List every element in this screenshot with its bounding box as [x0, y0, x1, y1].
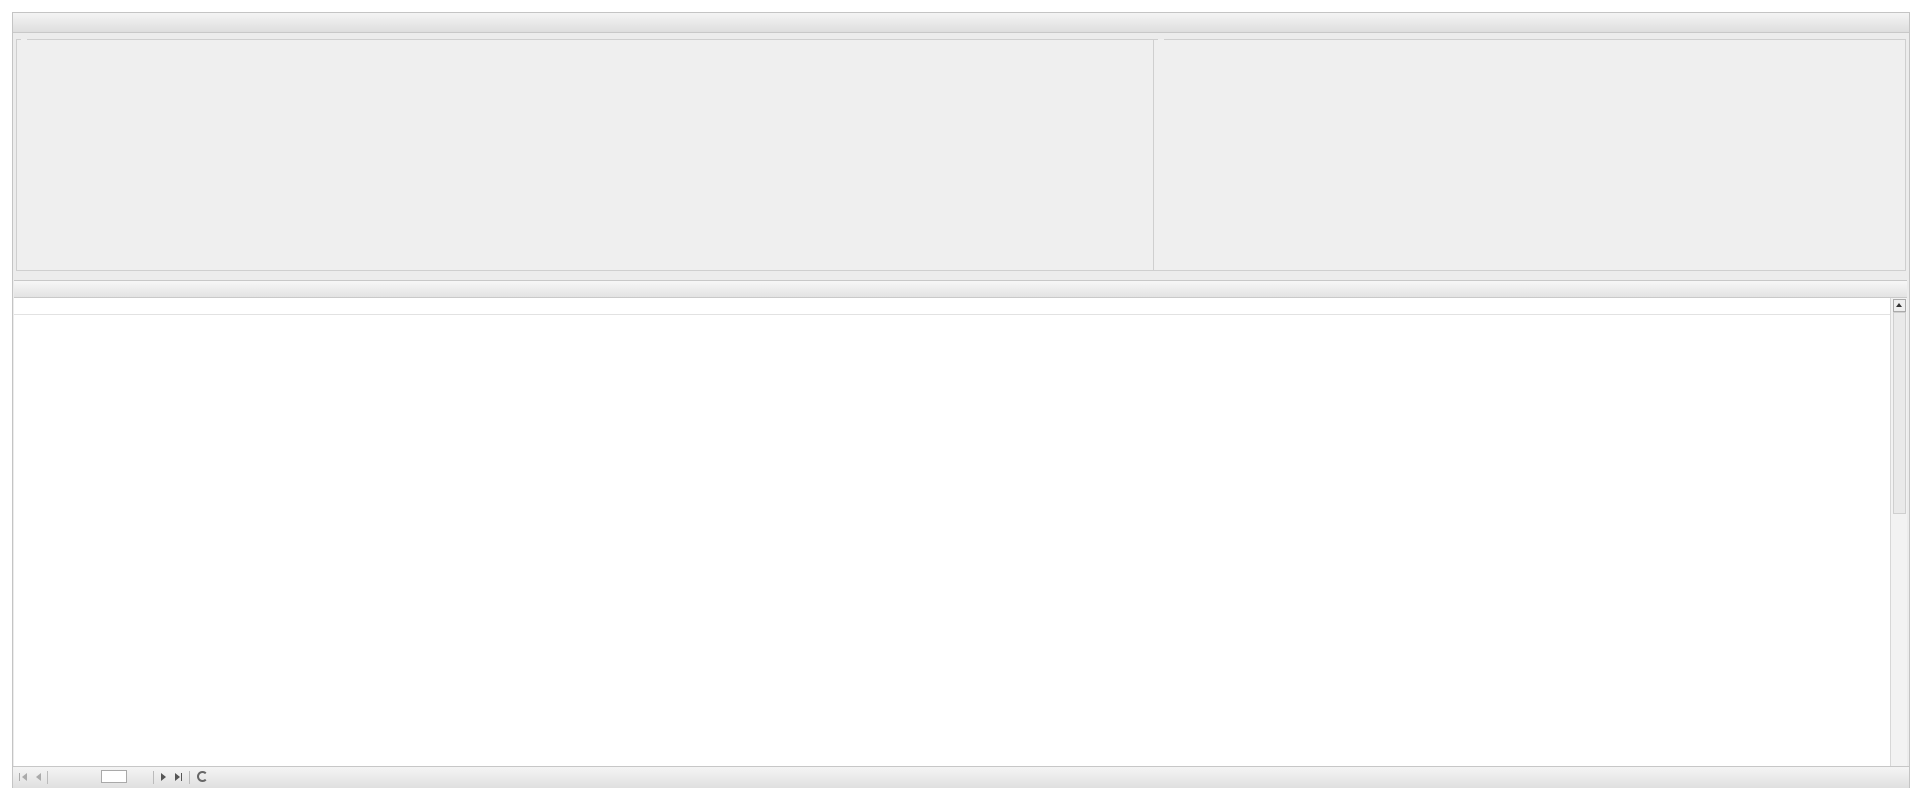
page-number-input[interactable] [101, 770, 127, 783]
pager-separator [153, 771, 154, 784]
budget-grid [14, 280, 1907, 766]
vertical-scrollbar[interactable] [1890, 298, 1907, 766]
main-params-panel [16, 39, 1159, 271]
budget-window [12, 12, 1910, 788]
grid-header [14, 281, 1907, 298]
next-page-icon[interactable] [159, 772, 169, 782]
scroll-thumb[interactable] [1893, 312, 1906, 514]
prev-page-icon[interactable] [33, 772, 43, 782]
table-row-partial[interactable] [14, 298, 1890, 315]
temp-params-panel [1153, 39, 1906, 271]
last-page-icon[interactable] [173, 772, 183, 782]
pager-separator [189, 771, 190, 784]
pager-separator [47, 771, 48, 784]
refresh-icon[interactable] [197, 771, 208, 782]
first-page-icon[interactable] [19, 772, 29, 782]
window-title [13, 13, 1909, 33]
scroll-up-button[interactable] [1893, 299, 1906, 312]
grid-body[interactable] [14, 298, 1890, 766]
paging-toolbar [13, 766, 1909, 788]
